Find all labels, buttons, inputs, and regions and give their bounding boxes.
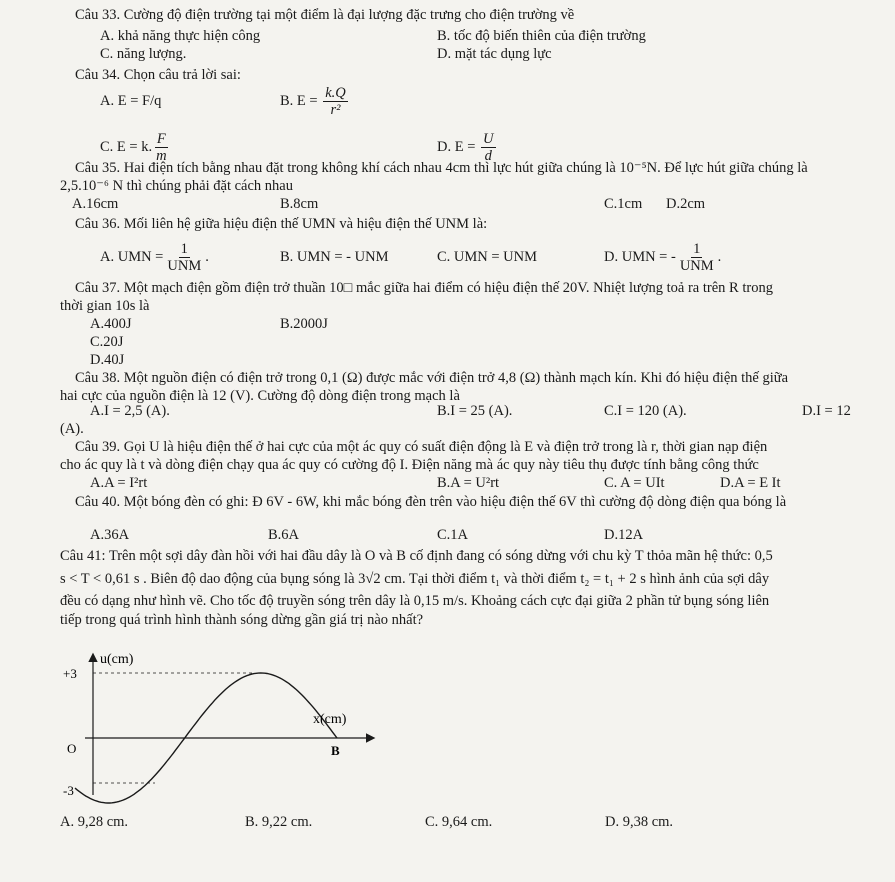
q38-stem-line1: Câu 38. Một nguồn điện có điện trở trong 0,1 (Ω) được mắc với điện trở 4,8 (Ω) thành mạch kín. Khi đó hiệu điện thế giữa [75,370,789,386]
x-axis-label: x(cm) [313,712,347,727]
q37-stem-line1: Câu 37. Một mạch điện gồm điện trở thuần 10□ mắc giữa hai điểm có hiệu điện thế 20V. Nhiệt lượng toả ra trên R trong [75,280,773,296]
q37-stem-line2: thời gian 10s là [60,298,150,314]
q39-option-b[interactable]: B.A = U²rt [437,475,500,491]
q34-option-c-denominator: m [156,148,167,165]
q39-option-d[interactable]: D.A = E It [720,475,781,491]
q37-option-b[interactable]: B.2000J [280,316,328,332]
q34-option-c-numerator: F [156,131,166,148]
q33-option-a[interactable]: A. khả năng thực hiện công [100,28,261,44]
q38-option-b[interactable]: B.I = 25 (A). [437,403,513,419]
q36-option-b[interactable]: B. UMN = - UNM [280,249,389,265]
q34-stem: Câu 34. Chọn câu trả lời sai: [75,67,241,83]
q41-option-d[interactable]: D. 9,38 cm. [605,814,674,830]
q39-option-a[interactable]: A.A = I²rt [90,475,148,491]
q40-option-a[interactable]: A.36A [90,527,130,543]
q41-stem-line2: s < T < 0,61 s . Biên độ dao động của bụng sóng là 3√2 cm. Tại thời điểm t₁ và thời điểm t₂ = t₁ + 2 s hình ảnh của sợi dây [60,571,770,587]
q33-option-d[interactable]: D. mặt tác dụng lực [437,46,552,62]
q36-option-a-fraction [165,241,203,274]
q36-option-a[interactable]: A. UMN = $\frac{1}{\text{UNM}}$ . [100,241,209,275]
q36-option-d-denominator: UNM [679,258,714,275]
q34-option-b-label: B. E = [280,93,318,109]
q34-option-d-denominator: d [484,148,492,165]
q34-option-b-fraction [323,85,348,118]
origin-label: O [67,741,77,756]
q34-option-d-label: D. E = [437,139,476,155]
q41-option-a[interactable]: A. 9,28 cm. [60,814,129,830]
q35-option-a[interactable]: A.16cm [72,196,119,212]
q34-option-b-denominator: r² [330,102,341,119]
q36-option-d-numerator: 1 [693,241,701,258]
q35-stem-line1: Câu 35. Hai điện tích bằng nhau đặt trong không khí cách nhau 4cm thì lực hút giữa chúng là 10⁻⁵N. Để lực hút giữa chúng là [75,160,808,176]
point-b-label: B [331,743,340,758]
q38-option-d-unit: (A). [60,421,84,437]
q34-option-d-numerator: U [483,131,494,148]
q34-option-b-numerator: k.Q [325,85,346,102]
q38-option-d[interactable]: D.I = 12 [802,403,851,419]
q41-stem-line4: tiếp trong quá trình hình thành sóng dừng gần giá trị nào nhất? [60,612,424,628]
q33-option-c[interactable]: C. năng lượng. [100,46,187,62]
q35-option-b[interactable]: B.8cm [280,196,319,212]
q34-option-a[interactable]: A. E = F/q [100,93,162,109]
q36-option-d-fraction [678,241,716,274]
q33-stem: Câu 33. Cường độ điện trường tại một điểm là đại lượng đặc trưng cho điện trường về [75,7,575,23]
q38-stem-line2: hai cực của nguồn điện là 12 (V). Cường độ dòng điện trong mạch là [60,388,460,404]
q38-option-a[interactable]: A.I = 2,5 (A). [90,403,170,419]
q34-option-b[interactable] [280,82,350,120]
q37-option-d[interactable]: D.40J [90,352,125,368]
q41-option-c[interactable]: C. 9,64 cm. [425,814,493,830]
q33-option-b[interactable]: B. tốc độ biến thiên của điện trường [437,28,646,44]
q39-stem-line1: Câu 39. Gọi U là hiệu điện thế ở hai cực của một ác quy có suất điện động là E và điện trở trong là r, thời gian nạp điện [75,439,768,455]
q37-option-a[interactable]: A.400J [90,316,132,332]
q40-option-b[interactable]: B.6A [268,527,300,543]
q34-option-c-label: C. E = k. [100,139,153,155]
q36-option-a-label: A. UMN = [100,249,164,265]
y-bottom-label: -3 [63,783,74,798]
q35-stem-line2: 2,5.10⁻⁶ N thì chúng phải đặt cách nhau [60,178,293,194]
q39-option-c[interactable]: C. A = UIt [604,475,665,491]
q40-option-d[interactable]: D.12A [604,527,644,543]
q40-option-c[interactable]: C.1A [437,527,469,543]
q37-option-c[interactable]: C.20J [90,334,124,350]
q41-stem-line1: Câu 41: Trên một sợi dây đàn hồi với hai đầu dây là O và B cố định đang có sóng dừng với chu kỳ T thỏa mãn hệ thức: 0,5 [60,548,773,564]
q41-stem-line3: đều có dạng như hình vẽ. Cho tốc độ truyền sóng trên dây là 0,15 m/s. Khoảng cách cực đại giữa 2 phần tử bụng sóng liên [60,593,770,609]
q35-option-d[interactable]: D.2cm [666,196,706,212]
q36-option-a-denominator: UNM [167,258,202,275]
q36-stem: Câu 36. Mối liên hệ giữa hiệu điện thế UMN và hiệu điện thế UNM là: [75,216,488,232]
y-axis-label: u(cm) [100,652,134,667]
q41-option-b[interactable]: B. 9,22 cm. [245,814,313,830]
standing-wave-graph [55,645,385,805]
q40-stem: Câu 40. Một bóng đèn có ghi: Đ 6V - 6W, khi mắc bóng đèn trên vào hiệu điện thế 6V thì cường độ dòng điện qua bóng là [75,494,787,510]
q36-option-d-label: D. UMN = - [604,249,676,265]
q39-stem-line2: cho ác quy là t và dòng điện chạy qua ác quy có cường độ I. Điện năng mà ác quy này tiêu thụ được tính bằng công thức [60,457,759,473]
q38-option-c[interactable]: C.I = 120 (A). [604,403,687,419]
y-top-label: +3 [63,666,77,681]
q36-option-d[interactable]: D. UMN = - $\frac{1}{\text{UNM}}$ . [604,241,722,275]
q36-option-c[interactable]: C. UMN = UNM [437,249,538,265]
q35-option-c[interactable]: C.1cm [604,196,643,212]
q36-option-a-numerator: 1 [180,241,188,258]
